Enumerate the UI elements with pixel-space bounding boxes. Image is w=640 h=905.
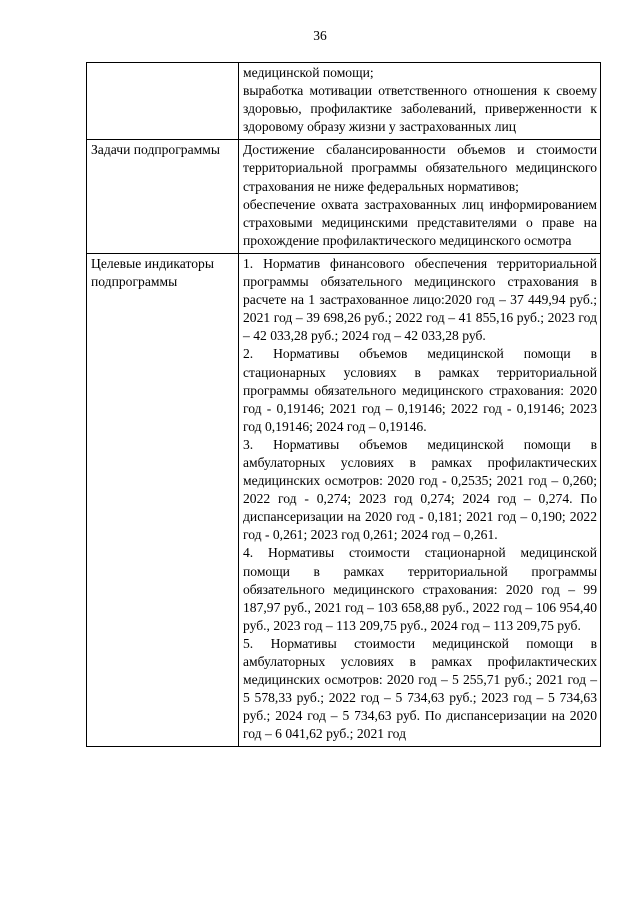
page-number: 36 — [313, 28, 327, 43]
indicator-paragraph: 4. Нормативы стоимости стационарной медицинской помощи в рамках территориальной программы обязательного медицинского страхования: 2020 год – 99 187,97 руб., 2021 год – 103 658,88 руб., 2022 год – 106 954,40 руб., 2023 год – 113 209,75 руб., 2024 год – 113 209,75 руб. — [243, 545, 597, 633]
indicator-paragraph: 5. Нормативы стоимости медицинской помощи в амбулаторных условиях в рамках профилактических медицинских осмотров: 2020 год – 5 255,71 руб.; 2021 год – 5 578,33 руб.; 2022 год – 5 734,63 руб.; 2023 год – 5 734,63 руб.; 2024 год – 5 734,63 руб. По диспансеризации на 2020 год – 6 041,62 руб.; 2021 год — [243, 635, 597, 742]
content-paragraph: медицинской помощи; — [243, 65, 374, 80]
row-content — [239, 253, 601, 747]
table-row-tasks — [87, 140, 601, 254]
content-paragraph: Достижение сбалансированности объемов и стоимости территориальной программы обязательного медицинского страхования не ниже федеральных нормативов; — [243, 142, 597, 194]
indicator-paragraph: 2. Нормативы объемов медицинской помощи в стационарных условиях в рамках территориальной программы обязательного медицинского страхования: 2020 год - 0,19146; 2021 год – 0,19146; 2022 год - 0,19146; 2023 год 0,19146; 2024 год – 0,19146. — [243, 346, 597, 434]
row-label: Целевые индикаторы подпрограммы — [87, 253, 239, 747]
content-paragraph: выработка мотивации ответственного отношения к своему здоровью, профилактике заболеваний, приверженности к здоровому образу жизни у застрахованных лиц — [243, 83, 597, 135]
row-content — [239, 63, 601, 140]
content-paragraph: обеспечение охвата застрахованных лиц информированием страховыми медицинскими представителями о праве на прохождение профилактического медицинского осмотра — [243, 196, 597, 248]
subprogram-passport-table — [86, 62, 601, 747]
row-content — [239, 140, 601, 254]
indicator-paragraph: 3. Нормативы объемов медицинской помощи в амбулаторных условиях в рамках профилактических медицинских осмотров: 2020 год - 0,2535; 2021 год – 0,260; 2022 год - 0,274; 2023 год 0,274; 2024 год – 0,274. По диспансеризации на 2020 год - 0,181; 2021 год – 0,190; 2022 год - 0,261; 2023 год 0,261; 2024 год – 0,261. — [243, 436, 597, 543]
row-label: Задачи подпрограммы — [87, 140, 239, 254]
table-row-target-indicators — [87, 253, 601, 747]
table-row-goals-continuation — [87, 63, 601, 140]
indicator-paragraph: 1. Норматив финансового обеспечения территориальной программы обязательного медицинского страхования в расчете на 1 застрахованное лицо:2020 год – 37 449,94 руб.; 2021 год – 39 698,26 руб.; 2022 год – 41 855,16 руб.; 2023 год – 42 033,28 руб.; 2024 год – 42 033,28 руб. — [243, 255, 597, 344]
row-label — [87, 63, 239, 140]
